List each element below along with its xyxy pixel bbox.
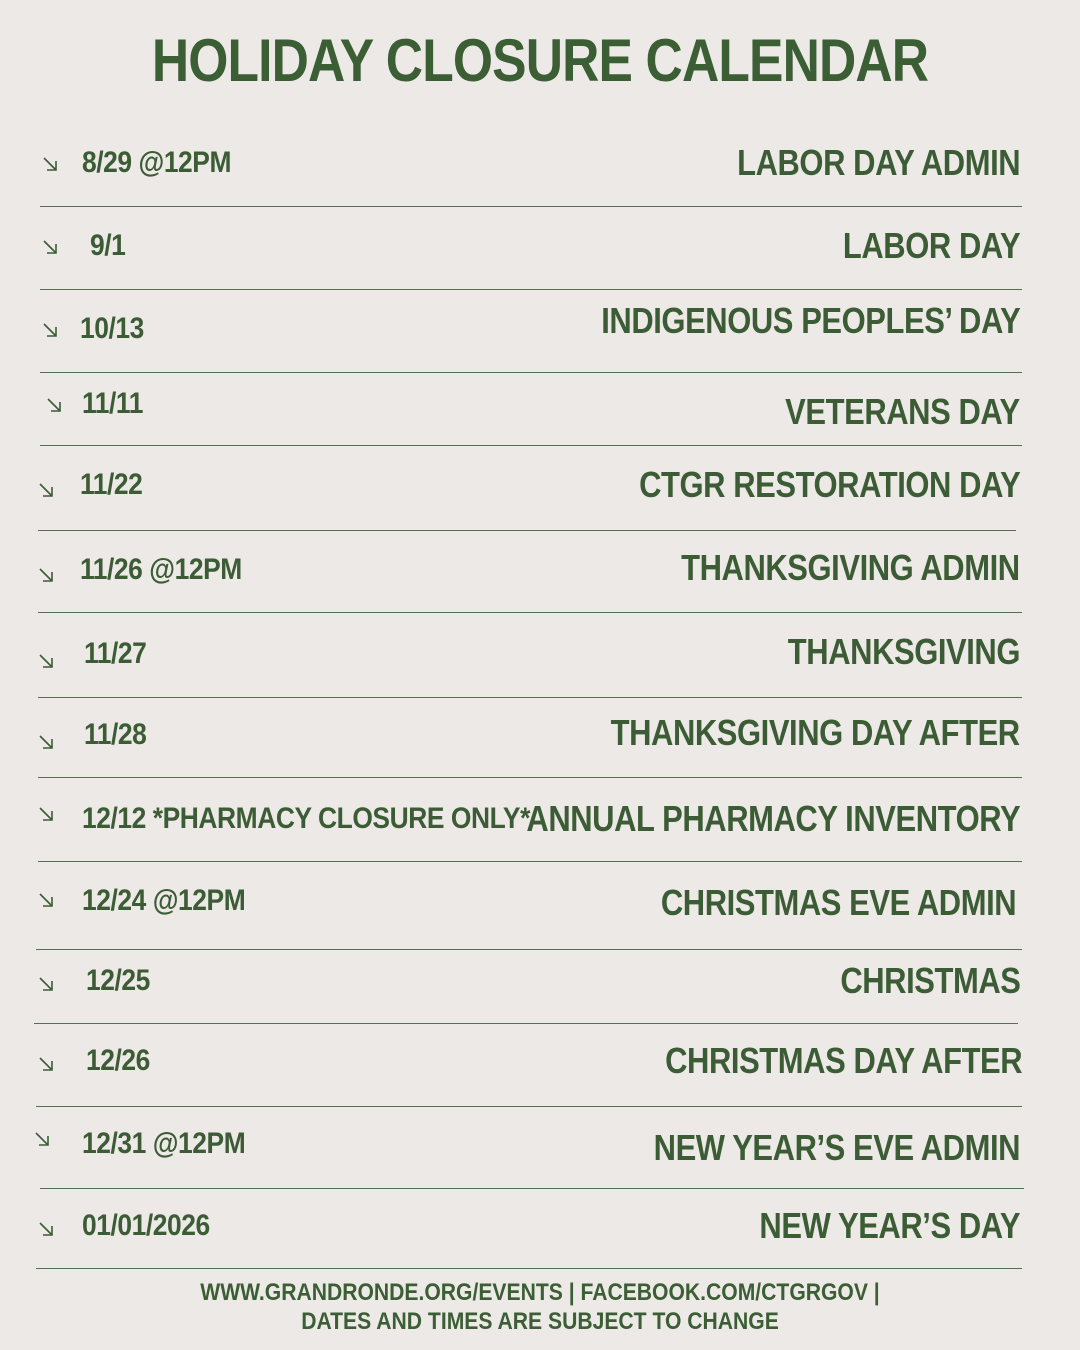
arrow-down-right-icon: [34, 1131, 50, 1147]
holiday-name: NEW YEAR’S EVE ADMIN: [653, 1127, 1020, 1168]
holiday-name: LABOR DAY ADMIN: [736, 142, 1020, 183]
list-item: [0, 446, 1080, 531]
holiday-date: 12/24 @12PM: [82, 884, 246, 917]
holiday-name: THANKSGIVING ADMIN: [681, 547, 1020, 588]
holiday-name: NEW YEAR’S DAY: [759, 1205, 1020, 1246]
arrow-down-right-icon: [42, 156, 58, 172]
footer: [65, 1278, 1015, 1336]
arrow-down-right-icon: [38, 976, 54, 992]
arrow-down-right-icon: [42, 322, 58, 338]
list-item: [0, 1024, 1080, 1107]
holiday-name: THANKSGIVING: [787, 631, 1020, 672]
list-item: [0, 531, 1080, 613]
holiday-date: 11/28: [84, 718, 147, 751]
footer-links: WWW.GRANDRONDE.ORG/EVENTS | FACEBOOK.COM/CTGRGOV |: [200, 1279, 880, 1306]
holiday-date: 12/31 @12PM: [82, 1127, 246, 1160]
list-item: [0, 1189, 1080, 1269]
holiday-name: INDIGENOUS PEOPLES’ DAY: [600, 300, 1020, 341]
holiday-name: LABOR DAY: [842, 225, 1020, 266]
arrow-down-right-icon: [38, 567, 54, 583]
arrow-down-right-icon: [38, 653, 54, 669]
list-item: [0, 207, 1080, 290]
holiday-date: 11/27: [84, 637, 147, 670]
holiday-list: [0, 124, 1080, 1269]
arrow-down-right-icon: [38, 1056, 54, 1072]
holiday-name: CHRISTMAS EVE ADMIN: [660, 882, 1016, 923]
arrow-down-right-icon: [46, 397, 62, 413]
holiday-date: 01/01/2026: [82, 1209, 210, 1242]
arrow-down-right-icon: [38, 734, 54, 750]
holiday-date: 8/29 @12PM: [82, 146, 232, 179]
holiday-date: 11/22: [80, 468, 143, 501]
holiday-name: VETERANS DAY: [785, 391, 1020, 432]
arrow-down-right-icon: [42, 239, 58, 255]
arrow-down-right-icon: [38, 482, 54, 498]
list-item: [0, 778, 1080, 862]
holiday-date: 12/12 *PHARMACY CLOSURE ONLY*: [82, 802, 530, 835]
list-item: [0, 290, 1080, 373]
page-title: HOLIDAY CLOSURE CALENDAR: [151, 27, 929, 94]
footer-disclaimer: DATES AND TIMES ARE SUBJECT TO CHANGE: [301, 1308, 779, 1335]
list-item: [0, 1107, 1080, 1189]
holiday-name: CHRISTMAS DAY AFTER: [664, 1040, 1022, 1081]
arrow-down-right-icon: [38, 806, 54, 822]
holiday-date: 11/26 @12PM: [80, 553, 242, 586]
holiday-date: 10/13: [80, 312, 144, 345]
holiday-name: CTGR RESTORATION DAY: [638, 464, 1020, 505]
holiday-date: 12/26: [86, 1044, 150, 1077]
row-divider: [36, 1268, 1022, 1270]
list-item: [0, 950, 1080, 1024]
holiday-date: 9/1: [90, 229, 126, 262]
list-item: [0, 124, 1080, 207]
list-item: [0, 373, 1080, 446]
list-item: [0, 698, 1080, 778]
arrow-down-right-icon: [38, 1221, 54, 1237]
holiday-date: 11/11: [82, 387, 143, 420]
holiday-date: 12/25: [86, 964, 150, 997]
holiday-name: ANNUAL PHARMACY INVENTORY: [526, 798, 1020, 839]
arrow-down-right-icon: [38, 892, 54, 908]
holiday-name: CHRISTMAS: [839, 960, 1020, 1001]
holiday-name: THANKSGIVING DAY AFTER: [610, 712, 1020, 753]
list-item: [0, 862, 1080, 950]
list-item: [0, 613, 1080, 698]
